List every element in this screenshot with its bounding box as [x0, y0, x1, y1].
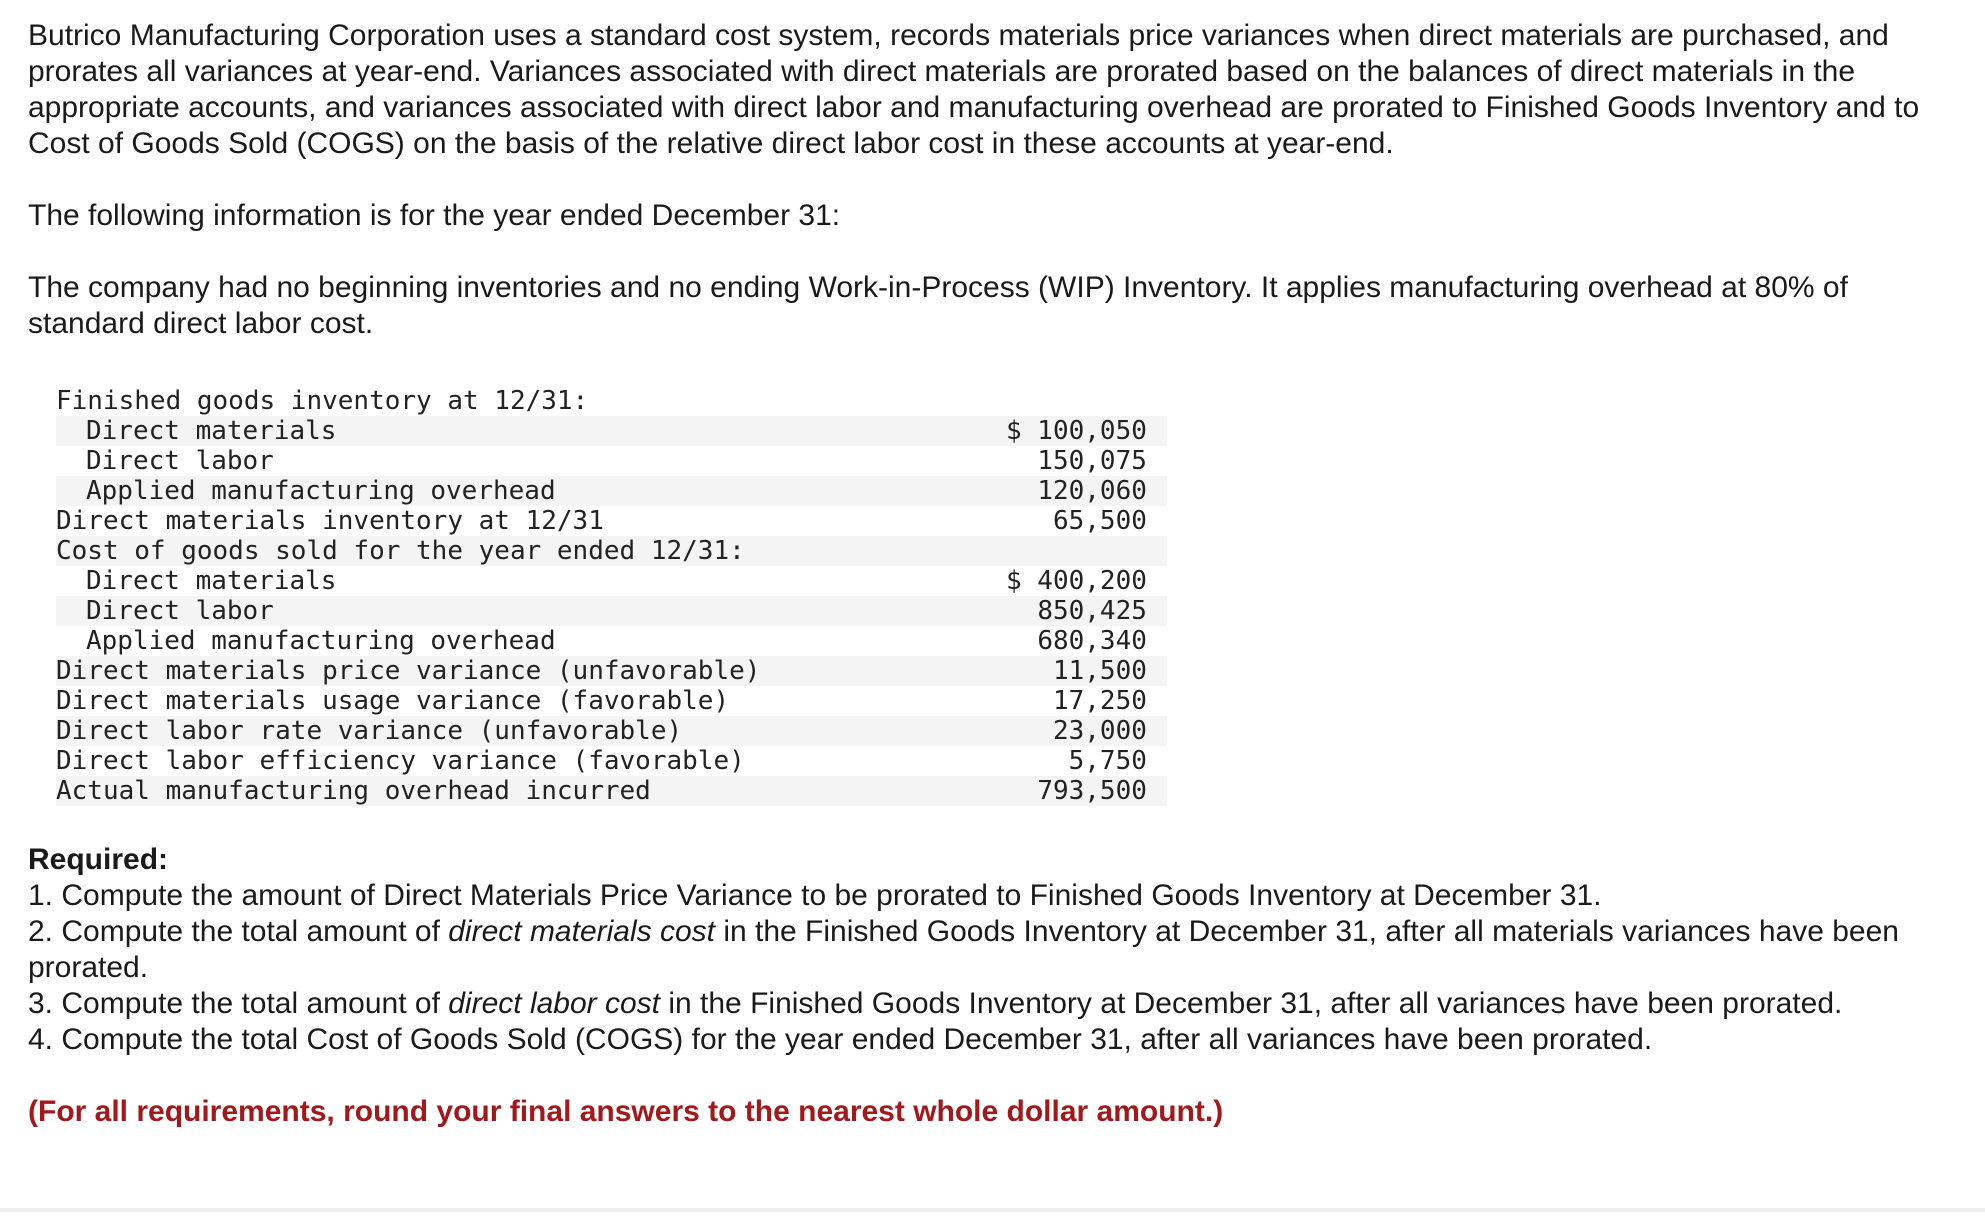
row-amount: 120,060	[1006, 476, 1167, 506]
row-label: Direct materials	[56, 416, 1006, 446]
table-row	[56, 746, 1167, 776]
required-heading: Required:	[28, 843, 169, 876]
requirement-3-text-end: in the Finished Goods Inventory at December 31, after all variances have been prorated.	[660, 987, 1843, 1020]
requirement-2-text-end: in the Finished Goods Inventory at December 31, after all materials variances have been prorated.	[28, 915, 1899, 984]
required-list	[28, 878, 1948, 1058]
row-label: Direct labor rate variance (unfavorable)	[56, 716, 1006, 746]
requirement-4-text: 4. Compute the total Cost of Goods Sold (COGS) for the year ended December 31, after all variances have been prorated.	[28, 1023, 1653, 1056]
table-row	[56, 596, 1167, 626]
row-amount	[1006, 386, 1167, 416]
table-row	[56, 446, 1167, 476]
row-amount: 850,425	[1006, 596, 1167, 626]
cost-data-table	[56, 386, 1167, 806]
requirement-2	[28, 914, 1948, 986]
row-label: Applied manufacturing overhead	[86, 626, 556, 656]
table-row	[56, 476, 1167, 506]
row-label: Cost of goods sold for the year ended 12/31:	[56, 536, 1006, 566]
requirement-2-emphasis: direct materials cost	[448, 915, 715, 948]
requirement-3-emphasis: direct labor cost	[448, 987, 661, 1020]
info-lead-in: The following information is for the year ended December 31:	[28, 199, 841, 232]
row-label: Direct labor	[56, 596, 1006, 626]
row-amount: 793,500	[1006, 776, 1167, 806]
row-amount: 11,500	[1006, 656, 1167, 686]
row-amount: 17,250	[1052, 686, 1147, 716]
requirement-1	[28, 878, 1948, 914]
row-label: Direct materials	[86, 566, 337, 596]
row-label: Direct materials inventory at 12/31	[56, 506, 604, 536]
row-amount: 5,750	[1068, 746, 1147, 776]
cost-data-table-body	[56, 386, 1167, 806]
table-row	[56, 506, 1167, 536]
row-amount: $ 400,200	[1006, 566, 1147, 596]
requirement-2-text-start: 2. Compute the total amount of	[28, 915, 449, 948]
table-row	[56, 776, 1167, 806]
table-row	[56, 416, 1167, 446]
problem-content	[28, 18, 1948, 1160]
requirement-1-text: 1. Compute the amount of Direct Materials Price Variance to be prorated to Finished Goods Inventory at December 31.	[28, 879, 1602, 912]
row-amount: 680,340	[1037, 626, 1147, 656]
company-assumptions: The company had no beginning inventories and no ending Work-in-Process (WIP) Inventory. It applies manufacturing overhead at 80% of standard direct labor cost.	[28, 271, 1848, 340]
requirement-3-text-start: 3. Compute the total amount of	[28, 987, 449, 1020]
required-section	[28, 842, 1948, 1130]
requirement-3	[28, 986, 1948, 1022]
rounding-note: (For all requirements, round your final answers to the nearest whole dollar amount.)	[28, 1095, 1224, 1128]
row-label: Actual manufacturing overhead incurred	[56, 776, 1006, 806]
row-label: Applied manufacturing overhead	[56, 476, 1006, 506]
row-label: Finished goods inventory at 12/31:	[56, 386, 589, 416]
row-amount	[1006, 536, 1167, 566]
table-row	[56, 566, 1167, 596]
table-row	[56, 716, 1167, 746]
requirement-4	[28, 1022, 1948, 1058]
row-amount: 150,075	[1037, 446, 1147, 476]
row-amount: $ 100,050	[1006, 416, 1167, 446]
row-label: Direct materials usage variance (favorable)	[56, 686, 730, 716]
row-label: Direct labor	[86, 446, 274, 476]
row-label: Direct labor efficiency variance (favorable)	[56, 746, 745, 776]
table-row	[56, 686, 1167, 716]
table-row	[56, 626, 1167, 656]
table-row	[56, 536, 1167, 566]
row-amount: 23,000	[1006, 716, 1167, 746]
table-row	[56, 386, 1167, 416]
intro-paragraph: Butrico Manufacturing Corporation uses a standard cost system, records materials price variances when direct materials are purchased, and prorates all variances at year-end. Variances associated with direct materials are prorated based on the balances of direct materials in the appropriate accounts, and variances associated with direct labor and manufacturing overhead are prorated to Finished Goods Inventory and to Cost of Goods Sold (COGS) on the basis of the relative direct labor cost in these accounts at year-end.	[28, 19, 1920, 160]
table-row	[56, 656, 1167, 686]
bottom-divider	[0, 1208, 1985, 1212]
row-label: Direct materials price variance (unfavorable)	[56, 656, 1006, 686]
row-amount: 65,500	[1052, 506, 1147, 536]
